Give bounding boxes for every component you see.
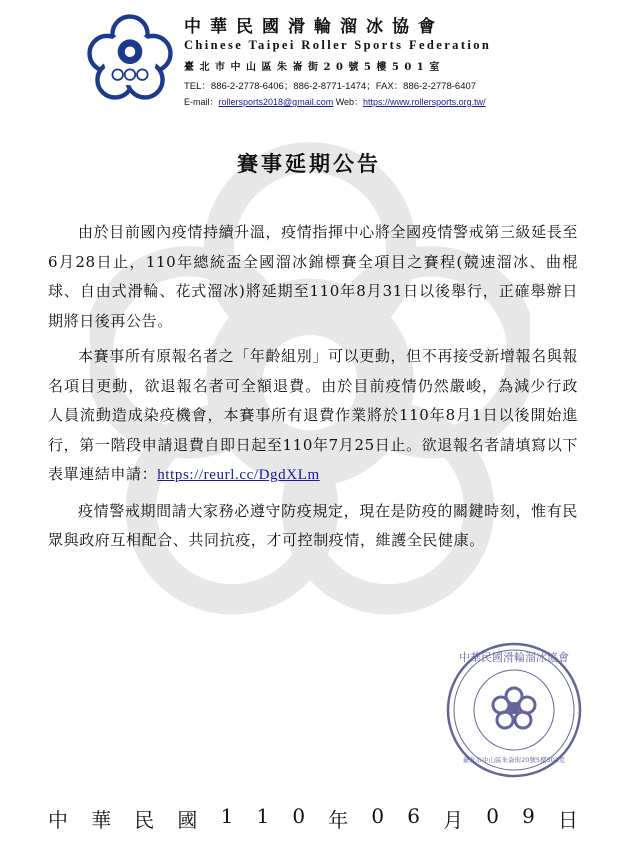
date-char: 0 (486, 804, 499, 828)
date-char: 中 (48, 808, 68, 832)
paragraph-postponement (48, 218, 578, 336)
date-char: 0 (371, 804, 385, 828)
date-char: 國 (177, 808, 198, 832)
paragraph-prevention (48, 497, 578, 556)
date-char: 月 (443, 808, 464, 832)
date-char: 華 (91, 808, 112, 832)
paragraph-text: 疫情警戒期間請大家務必遵守防疫規定，現在是防疫的關鍵時刻，惟有民眾與政府互相配合、共同抗疫，才可控制疫情，維護全民健康。 (48, 501, 578, 549)
date-char: 年 (328, 808, 349, 832)
paragraph-text: 本賽事所有原報名者之「年齡組別」可以更動，但不再接受新增報名與報名項目更動，欲退報名者可全額退費。由於目前疫情仍然嚴峻，為減少行政人員流動造成染疫機會，本賽事所有退費作業將於110年8月1日以後開始進行，第一階段申請退費自即日起至110年7月25日止。欲退報名者請填寫以下表單連結申請： (48, 347, 578, 483)
federation-contact-numbers: TEL：886-2-2778-6406；886-2-8771-1474；FAX：886-2-2778-6407 (184, 81, 477, 92)
federation-logo-icon (86, 12, 174, 102)
email-label: E-mail： (184, 97, 219, 107)
federation-name-chinese: 中華民國滑輪溜冰協會 (184, 17, 444, 37)
date-char: 日 (557, 808, 578, 832)
website-link[interactable]: https://www.rollersports.org.tw/ (363, 97, 486, 107)
paragraph-refund (48, 342, 578, 491)
refund-form-link[interactable]: https://reurl.cc/DgdXLm (157, 467, 320, 483)
web-label: Web： (333, 97, 364, 107)
announcement-date (48, 804, 578, 833)
announcement-title: 賽事延期公告 (237, 151, 381, 176)
federation-name-english: Chinese Taipei Roller Sports Federation (184, 38, 492, 52)
date-char: 1 (256, 804, 270, 828)
paragraph-text: 由於目前國內疫情持續升溫，疫情指揮中心將全國疫情警戒第三級延長至6月28日止，110年總統盃全國溜冰錦標賽全項目之賽程(競速溜冰、曲棍球、自由式滑輪、花式溜冰)將延期至110年8月31日以後舉行，正確舉辦日期將日後再公告。 (48, 223, 578, 330)
email-link[interactable]: rollersports2018@gmail.com (218, 97, 334, 107)
svg-text:中華民國滑輪溜冰協會: 中華民國滑輪溜冰協會 (459, 651, 569, 664)
federation-address: 臺北市中山區朱崙街20號5樓501室 (184, 62, 445, 73)
date-char: 1 (220, 804, 234, 828)
date-char: 民 (134, 808, 155, 832)
date-char: 9 (522, 804, 535, 828)
svg-text:臺北市中山區朱崙街20號5樓501室: 臺北市中山區朱崙街20號5樓501室 (462, 756, 566, 764)
official-seal-stamp (444, 640, 584, 780)
date-char: 0 (292, 804, 306, 828)
federation-email-web-line (184, 95, 486, 108)
date-char: 6 (407, 804, 420, 828)
announcement-body (48, 218, 578, 562)
